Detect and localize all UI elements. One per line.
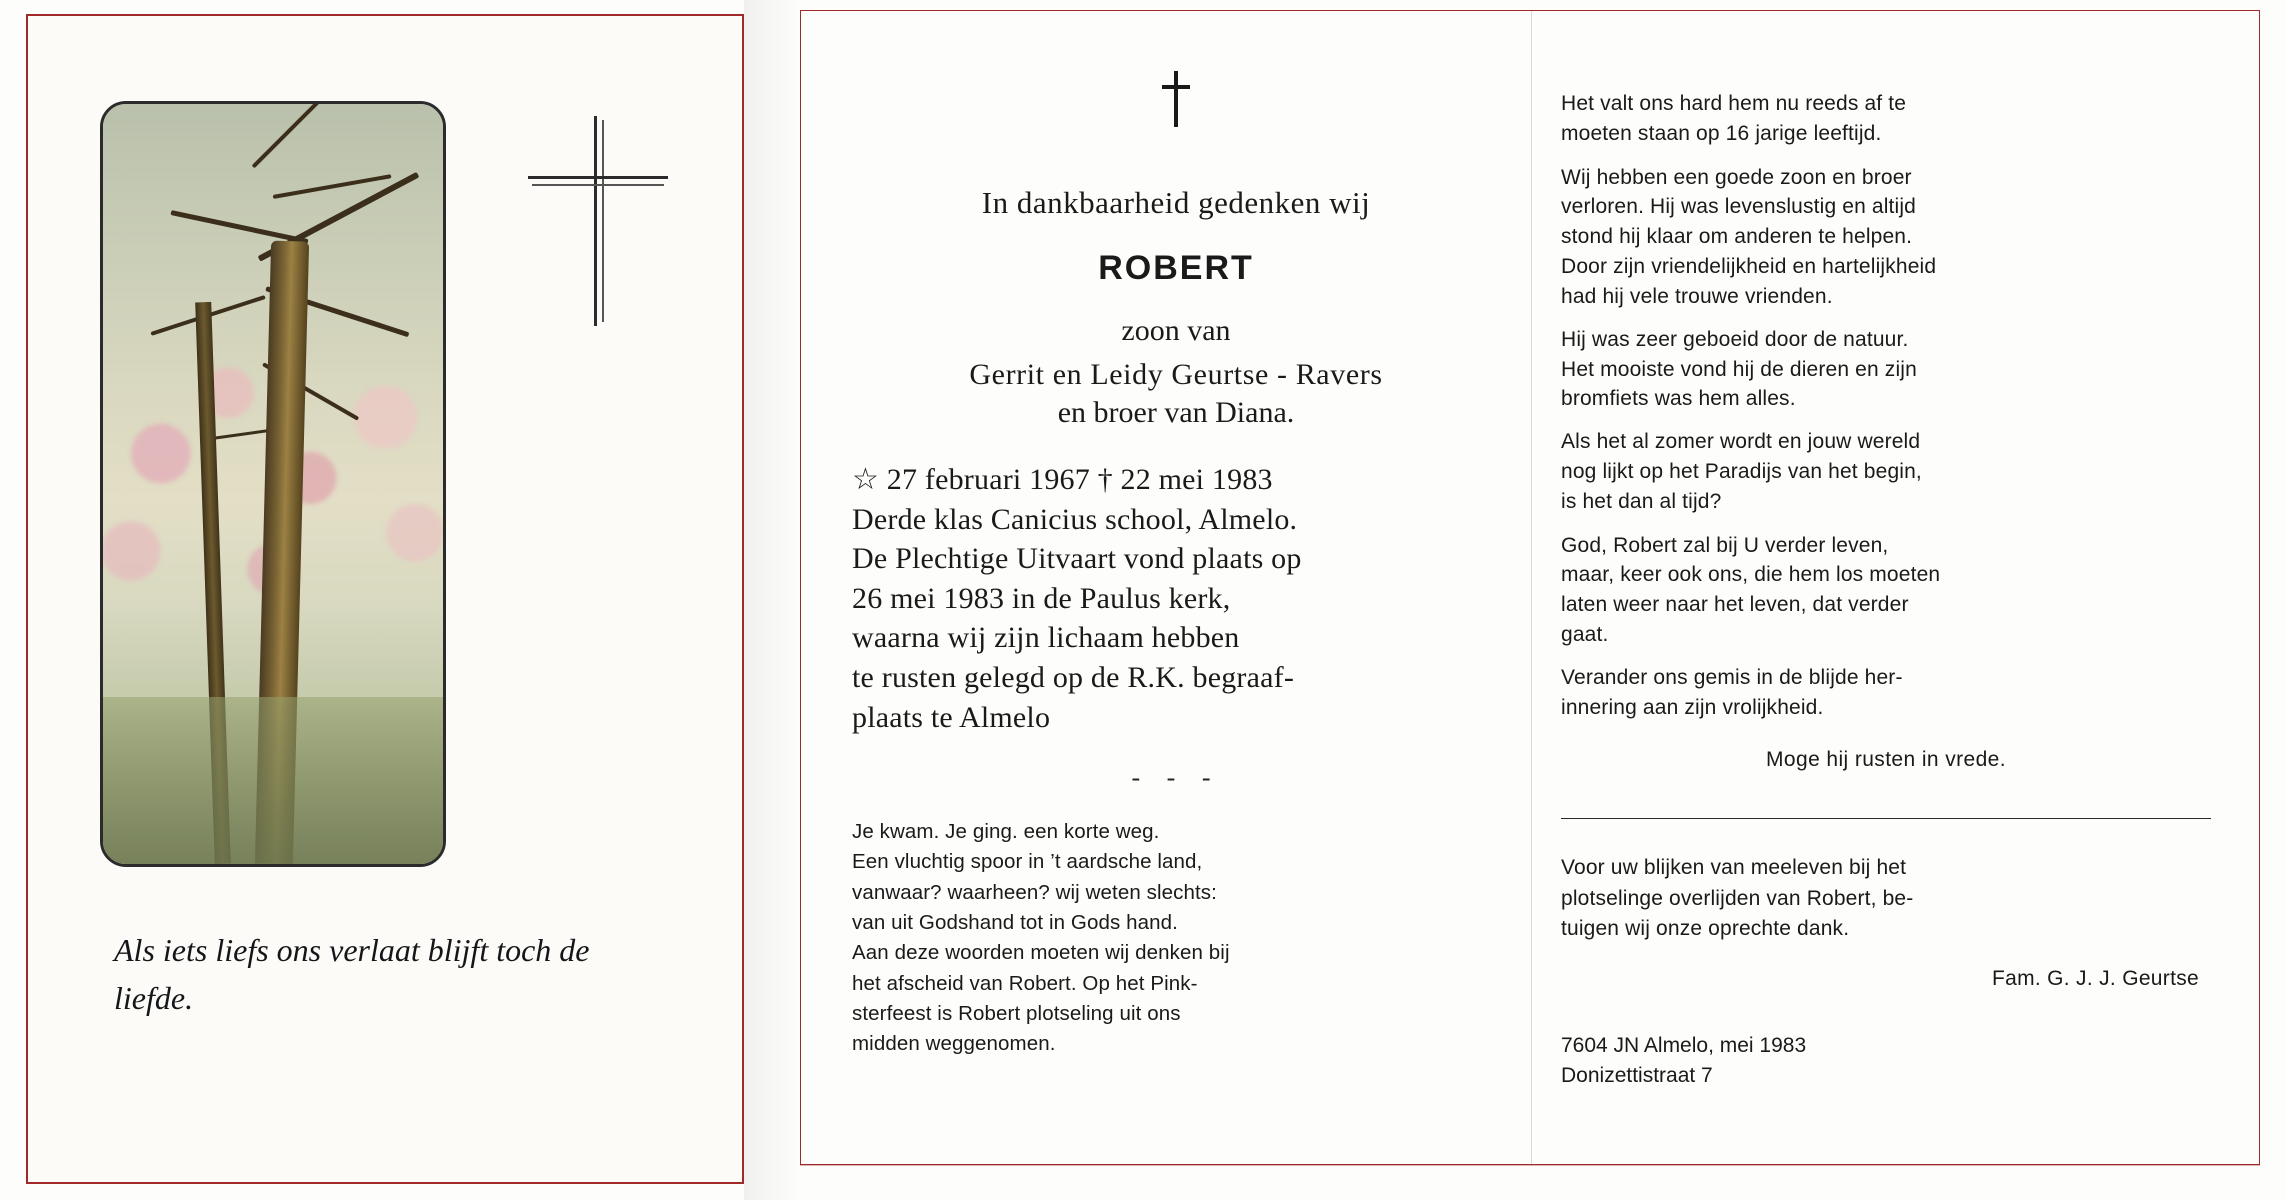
tribute-line: nog lijkt op het Paradijs van het begin, — [1561, 459, 1922, 483]
left-card-inner — [28, 16, 742, 1182]
address-line: Donizettistraat 7 — [1561, 1064, 1713, 1088]
thanks-line: tuigen wij onze oprechte dank. — [1561, 917, 1850, 941]
poem-line: Je kwam. Je ging. een korte weg. — [852, 820, 1160, 844]
sibling-line: en broer van Diana. — [1057, 396, 1295, 429]
tribute-line: is het dan al tijd? — [1561, 489, 1722, 513]
family-signature: Fam. G. J. J. Geurtse — [1991, 966, 2199, 990]
thanks-block — [1561, 853, 2211, 944]
card-bottom-edge — [800, 1164, 2260, 1166]
tribute-line: gaat. — [1561, 623, 1609, 646]
tribute-line: Door zijn vriendelijkheid en hartelijkheid — [1561, 255, 1937, 279]
thanks-line: Voor uw blijken van meeleven bij het — [1561, 856, 1907, 880]
poem-line: vanwaar? waarheen? wij weten slechts: — [852, 880, 1217, 904]
horizontal-divider — [1561, 818, 2211, 819]
deceased-name: ROBERT — [1098, 249, 1254, 287]
memorial-text-column — [846, 11, 1506, 1060]
left-verse-line-2: blijft toch de liefde. — [114, 932, 590, 1016]
left-card-panel — [26, 14, 744, 1184]
tribute-paragraph — [1561, 89, 2211, 149]
relation-line: zoon van — [1121, 314, 1231, 347]
thanks-line: plotselinge overlijden van Robert, be- — [1561, 886, 1914, 910]
left-verse-line-1: Als iets liefs ons verlaat — [114, 932, 420, 968]
bio-line: 26 mei 1983 in de Paulus kerk, — [852, 581, 1231, 615]
bio-line: te rusten gelegd op de R.K. begraaf- — [852, 660, 1295, 694]
poem-line: midden weggenomen. — [852, 1032, 1056, 1056]
tree-photograph — [100, 101, 446, 867]
tribute-paragraph — [1561, 531, 2211, 650]
tribute-line: moeten staan op 16 jarige leeftijd. — [1561, 121, 1882, 145]
address-block — [1561, 1031, 2211, 1092]
poem-line: Een vluchtig spoor in ’t aardsche land, — [852, 850, 1203, 874]
tribute-line: stond hij klaar om anderen te helpen. — [1561, 225, 1913, 249]
memorial-heading-block — [846, 185, 1506, 430]
tribute-line: bromfiets was hem alles. — [1561, 387, 1796, 411]
tribute-line: God, Robert zal bij U verder leven, — [1561, 533, 1889, 557]
bio-line: plaats te Almelo — [852, 700, 1051, 734]
poem-line: sterfeest is Robert plotseling uit ons — [852, 1002, 1181, 1026]
tribute-paragraph — [1561, 163, 2211, 312]
poem-line: het afscheid van Robert. Op het Pink- — [852, 971, 1198, 995]
intro-line: In dankbaarheid gedenken wij — [981, 185, 1371, 220]
tribute-line: Als het al zomer wordt en jouw wereld — [1561, 430, 1921, 454]
bio-line: ☆ 27 februari 1967 † 22 mei 1983 — [852, 463, 1273, 496]
biography-block — [852, 460, 1498, 737]
tribute-line: laten weer naar het leven, dat verder — [1561, 593, 1909, 617]
tribute-line: maar, keer ook ons, die hem los moeten — [1561, 563, 1941, 587]
bio-line: waarna wij zijn lichaam hebben — [852, 621, 1240, 655]
address-line: 7604 JN Almelo, mei 1983 — [1561, 1033, 1807, 1057]
rest-in-peace-line: Moge hij rusten in vrede. — [1766, 748, 2006, 772]
left-verse — [114, 926, 674, 1022]
tribute-paragraph — [1561, 427, 2211, 516]
bio-line: De Plechtige Uitvaart vond plaats op — [852, 542, 1302, 576]
tribute-paragraph — [1561, 663, 2211, 723]
tribute-paragraph — [1561, 325, 2211, 414]
tribute-line: verloren. Hij was levenslustig en altijd — [1561, 195, 1916, 219]
tribute-line: Hij was zeer geboeid door de natuur. — [1561, 327, 1909, 351]
tribute-line: had hij vele trouwe vrienden. — [1561, 284, 1833, 308]
tribute-line: Verander ons gemis in de blijde her- — [1561, 665, 1903, 689]
tribute-line: Het mooiste vond hij de dieren en zijn — [1561, 357, 1917, 381]
tribute-text-column — [1561, 11, 2211, 1092]
center-fold-line — [1531, 11, 1532, 1166]
tribute-line: innering aan zijn vrolijkheid. — [1561, 695, 1824, 719]
small-cross-icon — [1156, 71, 1196, 127]
poem-block — [852, 817, 1498, 1060]
tribute-line: Wij hebben een goede zoon en broer — [1561, 165, 1912, 189]
parents-line: Gerrit en Leidy Geurtse - Ravers — [969, 358, 1383, 391]
tribute-line: Het valt ons hard hem nu reeds af te — [1561, 92, 1907, 115]
page-fold-shadow — [744, 0, 800, 1200]
poem-line: van uit Godshand tot in Gods hand. — [852, 911, 1178, 935]
bio-line: Derde klas Canicius school, Almelo. — [852, 502, 1298, 536]
poem-line: Aan deze woorden moeten wij denken bij — [852, 941, 1230, 965]
photo-ground — [103, 697, 443, 864]
right-card-panel — [800, 10, 2260, 1165]
latin-cross-icon — [528, 116, 668, 326]
section-separator: - - - — [1131, 763, 1221, 793]
